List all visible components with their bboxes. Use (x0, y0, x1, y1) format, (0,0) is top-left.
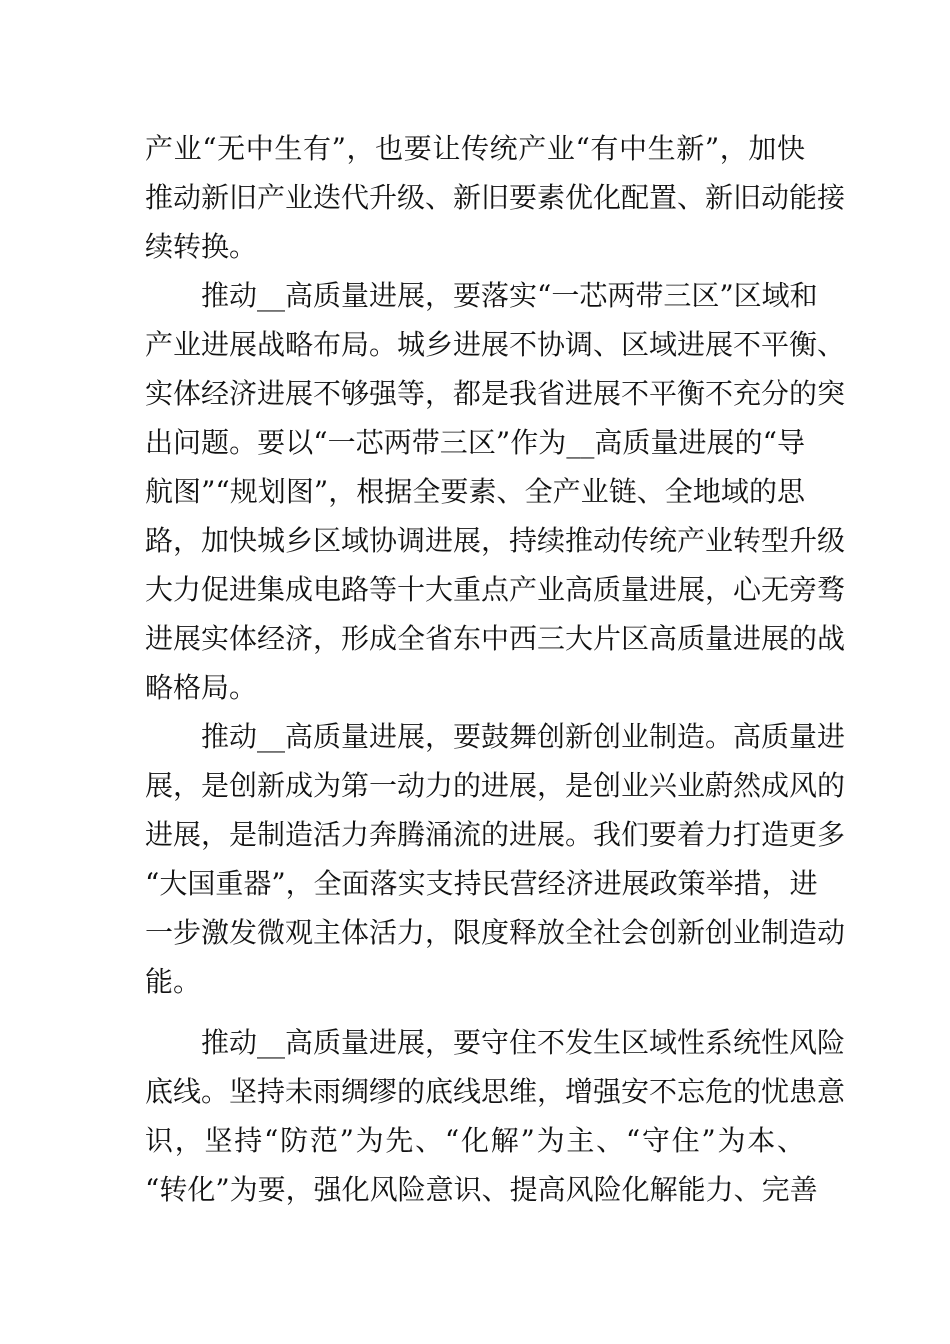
text-line: 进展实体经济，形成全省东中西三大片区高质量进展的战 (145, 622, 846, 655)
text-line: 出问题。要以“一芯两带三区”作为__高质量进展的“导 (145, 426, 805, 459)
text-line: 略格局。 (145, 671, 258, 704)
text-line: 进展，是制造活力奔腾涌流的进展。我们要着力打造更多 (145, 818, 846, 851)
paragraph-first-line: 推动__高质量进展，要鼓舞创新创业制造。高质量进 (201, 720, 846, 753)
text-line: “转化”为要，强化风险意识、提高风险化解能力、完善 (145, 1173, 818, 1206)
text-line: 大力促进集成电路等十大重点产业高质量进展，心无旁骛 (145, 573, 846, 606)
text-line: 推动新旧产业迭代升级、新旧要素优化配置、新旧动能接 (145, 181, 846, 214)
text-line: 实体经济进展不够强等，都是我省进展不平衡不充分的突 (145, 377, 846, 410)
text-line: 路，加快城乡区域协调进展，持续推动传统产业转型升级 (145, 524, 846, 557)
text-line: 产业“无中生有”，也要让传统产业“有中生新”，加快 (145, 132, 805, 165)
text-line: 能。 (145, 965, 202, 998)
text-line: 识，坚持“防范”为先、“化解”为主、“守住”为本、 (145, 1124, 805, 1157)
text-line: “大国重器”，全面落实支持民营经济进展政策举措，进 (145, 867, 818, 900)
text-line: 续转换。 (145, 230, 258, 263)
text-line: 展，是创新成为第一动力的进展，是创业兴业蔚然成风的 (145, 769, 846, 802)
text-line: 产业进展战略布局。城乡进展不协调、区域进展不平衡、 (145, 328, 846, 361)
text-line: 航图”“规划图”，根据全要素、全产业链、全地域的思 (145, 475, 805, 508)
paragraph-first-line: 推动__高质量进展，要守住不发生区域性系统性风险 (201, 1026, 846, 1059)
text-line: 一步激发微观主体活力，限度释放全社会创新创业制造动 (145, 916, 846, 949)
text-line: 底线。坚持未雨绸缪的底线思维，增强安不忘危的忧患意 (145, 1075, 846, 1108)
paragraph-first-line: 推动__高质量进展，要落实“一芯两带三区”区域和 (201, 279, 818, 312)
